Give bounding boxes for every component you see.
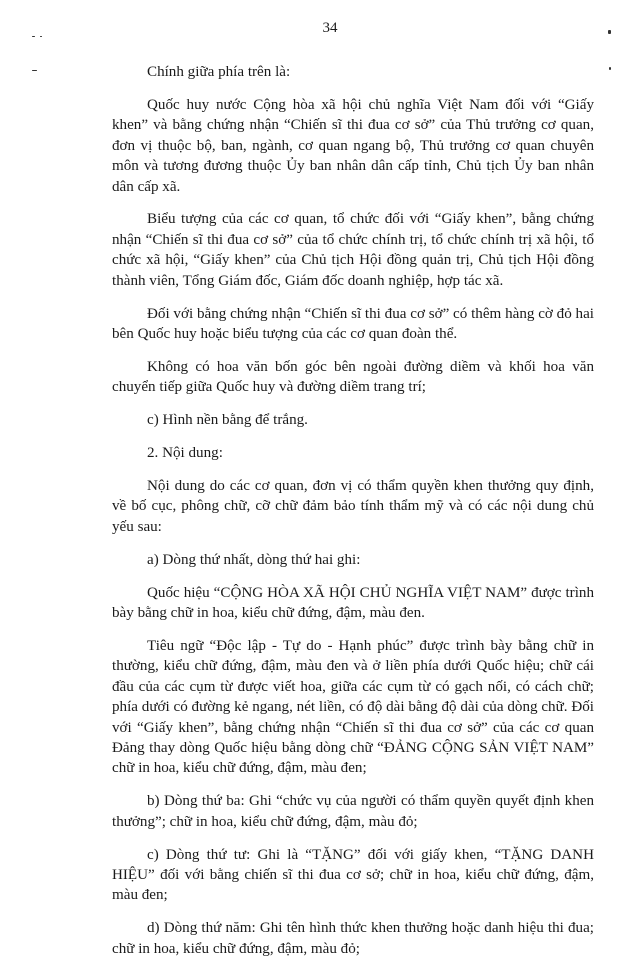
paragraph: Biểu tượng của các cơ quan, tổ chức đối với “Giấy khen”, bằng chứng nhận “Chiến sĩ thi đua cơ sở” của tổ chức chính trị, tổ chức chính trị xã hội, tổ chức xã hội, “Giấy khen” của Chủ tịch Hội đồng quản trị, Chủ tịch Hội đồng thành viên, Tổng Giám đốc, Giám đốc doanh nghiệp, hợp tác xã. <box>112 211 594 289</box>
section-heading: 2. Nội dung: <box>147 445 223 462</box>
scan-speck <box>608 30 611 34</box>
document-body <box>112 62 594 959</box>
page-number: 34 <box>322 20 338 36</box>
paragraph: Tiêu ngữ “Độc lập - Tự do - Hạnh phúc” được trình bày bằng chữ in thường, kiểu chữ đứng, đậm, màu đen và ở liền phía dưới Quốc hiệu; chữ cái đầu của các cụm từ được viết hoa, giữa các cụm từ có gạch nối, có cách chữ; phía dưới có đường kẻ ngang, nét liền, có độ dài bằng độ dài của dòng chữ. Đối với “Giấy khen”, bằng chứng nhận “Chiến sĩ thi đua cơ sở” của các cơ quan Đảng thay dòng Quốc hiệu bằng dòng chữ “ĐẢNG CỘNG SẢN VIỆT NAM” chữ in hoa, kiểu chữ đứng, đậm, màu đen; <box>112 637 594 777</box>
paragraph: Quốc huy nước Cộng hòa xã hội chủ nghĩa Việt Nam đối với “Giấy khen” và bằng chứng nhận “Chiến sĩ thi đua cơ sở” của Thủ trưởng cơ quan, đơn vị thuộc bộ, ban, ngành, cơ quan ngang bộ, Thủ trưởng cơ quan chuyên môn và tương đương thuộc Ủy ban nhân dân cấp tỉnh, Chủ tịch Ủy ban nhân dân cấp xã. <box>112 96 594 195</box>
paragraph: Đối với bằng chứng nhận “Chiến sĩ thi đua cơ sở” có thêm hàng cờ đỏ hai bên Quốc huy hoặc biểu tượng của các cơ quan đoàn thể. <box>112 305 594 342</box>
paragraph: Quốc hiệu “CỘNG HÒA XÃ HỘI CHỦ NGHĨA VIỆT NAM” được trình bày bằng chữ in hoa, kiểu chữ đứng, đậm, màu đen. <box>112 584 594 622</box>
paragraph: c) Hình nền bằng để trắng. <box>147 412 308 429</box>
scan-speck <box>32 70 37 71</box>
scan-speck <box>32 36 35 37</box>
scan-speck <box>40 36 42 37</box>
paragraph: d) Dòng thứ năm: Ghi tên hình thức khen thưởng hoặc danh hiệu thi đua; chữ in hoa, kiểu chữ đứng, đậm, màu đỏ; <box>112 920 594 957</box>
paragraph: a) Dòng thứ nhất, dòng thứ hai ghi: <box>147 551 361 568</box>
paragraph: Nội dung do các cơ quan, đơn vị có thẩm quyền khen thưởng quy định, về bố cục, phông chữ, cỡ chữ đảm bảo tính thẩm mỹ và có các nội dung chủ yếu sau: <box>112 478 594 535</box>
paragraph: Chính giữa phía trên là: <box>147 64 291 80</box>
scan-speck <box>609 67 611 70</box>
paragraph: c) Dòng thứ tư: Ghi là “TẶNG” đối với giấy khen, “TẶNG DANH HIỆU” đối với bằng chiến sĩ thi đua cơ sở; chữ in hoa, kiểu chữ đứng, đậm, màu đen; <box>112 846 594 904</box>
paragraph: Không có hoa văn bốn góc bên ngoài đường diềm và khối hoa văn chuyển tiếp giữa Quốc huy và đường diềm trang trí; <box>112 358 594 396</box>
paragraph: b) Dòng thứ ba: Ghi “chức vụ của người có thẩm quyền quyết định khen thưởng”; chữ in hoa, kiểu chữ đứng, đậm, màu đỏ; <box>112 793 594 830</box>
